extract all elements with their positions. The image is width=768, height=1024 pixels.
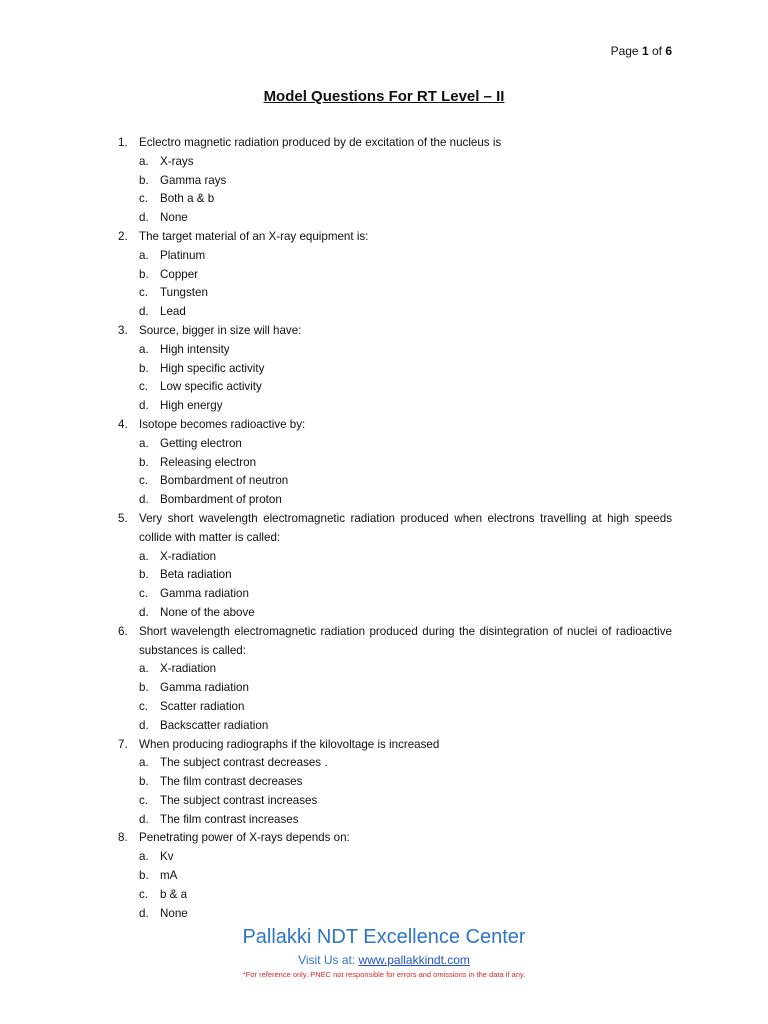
option-text: X-radiation bbox=[160, 549, 217, 563]
answer-option bbox=[118, 660, 672, 679]
option-text: The subject contrast decreases . bbox=[160, 756, 328, 770]
document-title: Model Questions For RT Level – II bbox=[263, 88, 505, 105]
question-text: Eclectro magnetic radiation produced by de excitation of the nucleus is bbox=[139, 136, 502, 149]
question-text: Penetrating power of X-rays depends on: bbox=[139, 831, 350, 845]
option-text: High intensity bbox=[160, 342, 230, 356]
answer-option bbox=[118, 360, 672, 379]
option-letter: c. bbox=[139, 286, 149, 300]
option-letter: c. bbox=[139, 380, 149, 394]
option-letter: b. bbox=[139, 869, 149, 883]
answer-option bbox=[118, 717, 672, 736]
answer-option bbox=[118, 209, 672, 228]
question-list bbox=[118, 134, 672, 923]
answer-option bbox=[118, 886, 672, 905]
option-text: Gamma rays bbox=[160, 173, 227, 187]
question-item bbox=[118, 134, 672, 153]
answer-option bbox=[118, 773, 672, 792]
option-text: None of the above bbox=[160, 605, 255, 619]
option-text: The subject contrast increases bbox=[160, 793, 318, 807]
option-text: b & a bbox=[160, 887, 188, 901]
question-item bbox=[118, 322, 672, 341]
footer-disclaimer: *For reference only. PNEC not responsible for errors and omissions in the data if any. bbox=[242, 970, 526, 979]
option-letter: c. bbox=[139, 887, 149, 901]
question-item bbox=[118, 510, 672, 548]
question-item bbox=[118, 829, 672, 848]
option-letter: c. bbox=[139, 793, 149, 807]
option-text: None bbox=[160, 906, 188, 920]
option-text: The film contrast decreases bbox=[160, 775, 303, 789]
answer-option bbox=[118, 867, 672, 886]
question-number: 1. bbox=[118, 136, 128, 149]
option-text: Releasing electron bbox=[160, 455, 257, 469]
answer-option bbox=[118, 754, 672, 773]
answer-option bbox=[118, 548, 672, 567]
answer-option bbox=[118, 454, 672, 473]
option-text: Scatter radiation bbox=[160, 699, 245, 713]
option-text: Both a & b bbox=[160, 192, 215, 206]
question-number: 8. bbox=[118, 831, 128, 845]
option-letter: d. bbox=[139, 812, 149, 826]
question-number: 6. bbox=[118, 624, 128, 638]
answer-option bbox=[118, 811, 672, 830]
option-text: X-rays bbox=[160, 154, 194, 168]
answer-option bbox=[118, 566, 672, 585]
question-item bbox=[118, 228, 672, 247]
option-letter: a. bbox=[139, 248, 149, 262]
option-text: Kv bbox=[160, 850, 174, 864]
option-text: Tungsten bbox=[160, 286, 208, 300]
option-letter: c. bbox=[139, 699, 149, 713]
answer-option bbox=[118, 153, 672, 172]
question-text: Isotope becomes radioactive by: bbox=[139, 417, 306, 431]
answer-option bbox=[118, 698, 672, 717]
option-letter: a. bbox=[139, 342, 149, 356]
option-letter: d. bbox=[139, 399, 149, 413]
option-text: Platinum bbox=[160, 248, 206, 262]
answer-option bbox=[118, 848, 672, 867]
option-text: Bombardment of proton bbox=[160, 493, 282, 507]
option-letter: a. bbox=[139, 850, 149, 864]
answer-option bbox=[118, 679, 672, 698]
option-letter: b. bbox=[139, 568, 149, 582]
question-item bbox=[118, 623, 672, 661]
option-letter: a. bbox=[139, 154, 149, 168]
option-letter: b. bbox=[139, 267, 149, 281]
option-letter: b. bbox=[139, 173, 149, 187]
question-number: 4. bbox=[118, 417, 128, 431]
question-item bbox=[118, 736, 672, 755]
answer-option bbox=[118, 397, 672, 416]
answer-option bbox=[118, 472, 672, 491]
option-letter: c. bbox=[139, 474, 149, 488]
option-text: Gamma radiation bbox=[160, 587, 249, 601]
answer-option bbox=[118, 341, 672, 360]
option-letter: c. bbox=[139, 192, 149, 206]
option-letter: d. bbox=[139, 211, 149, 225]
footer-brand: Pallakki NDT Excellence Center bbox=[242, 926, 526, 948]
option-letter: a. bbox=[139, 662, 149, 676]
answer-option bbox=[118, 303, 672, 322]
question-text: When producing radiographs if the kilovoltage is increased bbox=[139, 737, 440, 751]
footer-visit bbox=[0, 953, 768, 967]
option-text: Gamma radiation bbox=[160, 681, 249, 695]
option-text: Beta radiation bbox=[160, 568, 232, 582]
question-number: 7. bbox=[118, 737, 128, 751]
page-indicator bbox=[611, 44, 672, 58]
option-letter: a. bbox=[139, 549, 149, 563]
question-number: 5. bbox=[118, 511, 128, 525]
option-text: Copper bbox=[160, 267, 199, 281]
answer-option bbox=[118, 378, 672, 397]
option-text: High specific activity bbox=[160, 361, 265, 375]
answer-option bbox=[118, 491, 672, 510]
option-text: X-radiation bbox=[160, 662, 217, 676]
option-text: None bbox=[160, 211, 188, 225]
question-number: 2. bbox=[118, 229, 128, 243]
question-text: Short wavelength electromagnetic radiation produced during the disintegration of nuclei of radioactive substances is called: bbox=[139, 624, 672, 657]
question-text: Source, bigger in size will have: bbox=[139, 323, 302, 337]
answer-option bbox=[118, 172, 672, 191]
option-text: mA bbox=[160, 869, 178, 883]
option-text: Getting electron bbox=[160, 436, 242, 450]
option-letter: d. bbox=[139, 305, 149, 319]
option-text: Low specific activity bbox=[160, 380, 262, 394]
page-total: 6 bbox=[665, 44, 672, 58]
option-letter: d. bbox=[139, 605, 149, 619]
option-letter: a. bbox=[139, 436, 149, 450]
question-number: 3. bbox=[118, 323, 128, 337]
option-text: High energy bbox=[160, 399, 223, 413]
answer-option bbox=[118, 247, 672, 266]
option-letter: b. bbox=[139, 455, 149, 469]
option-letter: d. bbox=[139, 906, 149, 920]
answer-option bbox=[118, 266, 672, 285]
question-text: The target material of an X-ray equipment is: bbox=[139, 229, 369, 243]
option-letter: a. bbox=[139, 756, 149, 770]
answer-option bbox=[118, 905, 672, 924]
option-letter: d. bbox=[139, 718, 149, 732]
option-text: Lead bbox=[160, 305, 186, 319]
footer-visit-label: Visit Us at: bbox=[298, 953, 359, 967]
answer-option bbox=[118, 585, 672, 604]
answer-option bbox=[118, 435, 672, 454]
option-letter: c. bbox=[139, 587, 149, 601]
option-letter: b. bbox=[139, 775, 149, 789]
answer-option bbox=[118, 284, 672, 303]
website-link[interactable]: www.pallakkindt.com bbox=[358, 953, 470, 967]
option-text: Bombardment of neutron bbox=[160, 474, 289, 488]
answer-option bbox=[118, 604, 672, 623]
page-of: of bbox=[648, 44, 666, 58]
answer-option bbox=[118, 190, 672, 209]
option-text: Backscatter radiation bbox=[160, 718, 269, 732]
question-text: Very short wavelength electromagnetic radiation produced when electrons travelling at high speeds collide with matter is called: bbox=[139, 511, 672, 544]
option-text: The film contrast increases bbox=[160, 812, 299, 826]
answer-option bbox=[118, 792, 672, 811]
question-item bbox=[118, 416, 672, 435]
option-letter: d. bbox=[139, 493, 149, 507]
page-current: 1 bbox=[641, 44, 649, 58]
page-prefix: Page bbox=[610, 44, 642, 58]
option-letter: b. bbox=[139, 681, 149, 695]
option-letter: b. bbox=[139, 361, 149, 375]
